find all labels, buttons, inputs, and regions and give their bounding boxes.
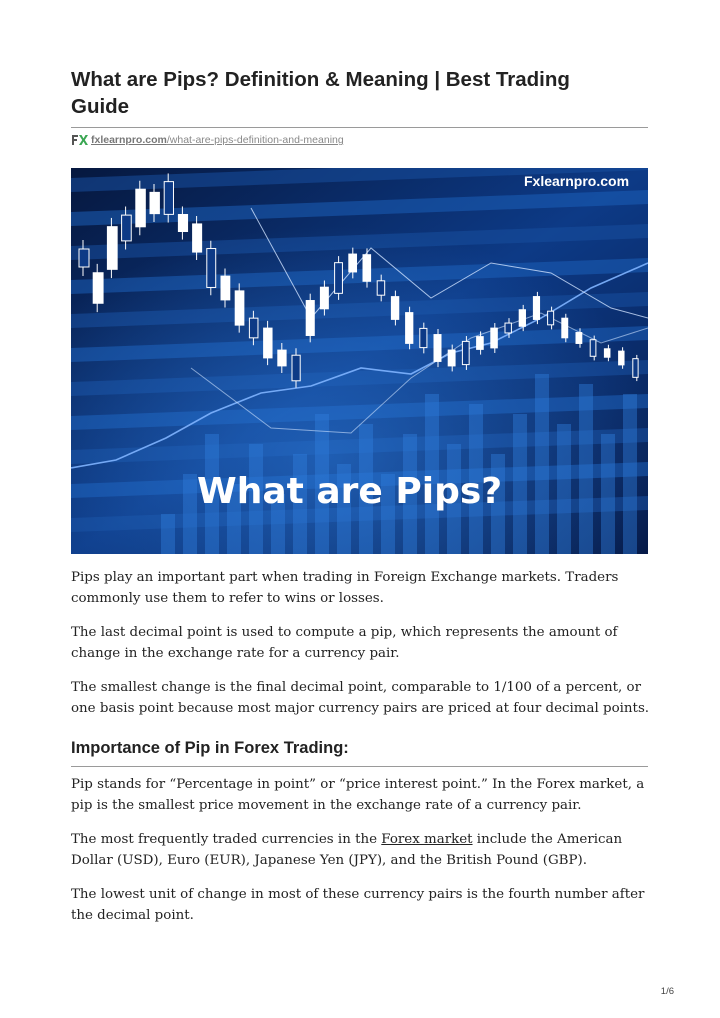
- hero-image: [71, 168, 648, 554]
- title-divider: [71, 127, 648, 128]
- source-path: /what-are-pips-definition-and-meaning: [166, 134, 344, 146]
- forex-chart-illustration: [71, 168, 648, 554]
- source-link[interactable]: [71, 133, 344, 147]
- forex-market-link[interactable]: Forex market: [381, 832, 473, 847]
- candlestick: [335, 256, 343, 300]
- fx-logo-icon: [71, 134, 89, 146]
- candlestick: [462, 336, 469, 370]
- candlestick: [406, 307, 413, 350]
- candlestick: [633, 355, 638, 381]
- paragraph-5-end: include the American Dollar (USD), Euro (EUR), Japanese Yen (JPY), and the British Pound (GBP).: [71, 832, 623, 868]
- hero-brand: Fxlearnpro.com: [524, 173, 630, 189]
- hero-headline: What are Pips?: [197, 471, 503, 512]
- page-title: What are Pips? Definition & Meaning | Best Trading Guide: [71, 68, 570, 118]
- paragraph-6: The lowest unit of change in most of these currency pairs is the fourth number after the decimal point.: [71, 887, 645, 923]
- paragraph-2: The last decimal point is used to compute a pip, which represents the amount of change in the exchange rate for a currency pair.: [71, 625, 618, 661]
- paragraph-3: The smallest change is the final decimal point, comparable to 1/100 of a percent, or one basis point because most major currency pairs are priced at four decimal points.: [71, 680, 650, 716]
- candlestick: [590, 336, 596, 361]
- paragraph-5-start: The most frequently traded currencies in the: [71, 832, 382, 847]
- candlestick: [107, 218, 117, 278]
- candlestick: [434, 329, 441, 367]
- paragraph-1: Pips play an important part when trading in Foreign Exchange markets. Traders commonly use them to refer to wins or losses.: [71, 570, 619, 606]
- paragraph-4: Pip stands for “Percentage in point” or “price interest point.” In the Forex market, a pip is the smallest price movement in the exchange rate of a currency pair.: [71, 777, 645, 813]
- page-number: 1/6: [660, 986, 674, 997]
- candlestick: [235, 283, 244, 332]
- candlestick: [136, 181, 146, 236]
- candlestick: [207, 241, 216, 295]
- candlestick: [363, 248, 371, 287]
- section-heading: Importance of Pip in Forex Trading:: [71, 739, 349, 757]
- candlestick: [562, 314, 568, 342]
- candlestick: [306, 294, 314, 343]
- candlestick: [533, 292, 539, 324]
- section-divider: [71, 766, 648, 767]
- paragraph-5: [71, 829, 651, 871]
- source-domain[interactable]: fxlearnpro.com/what-are-pips-definition-and-meaning: [91, 134, 344, 146]
